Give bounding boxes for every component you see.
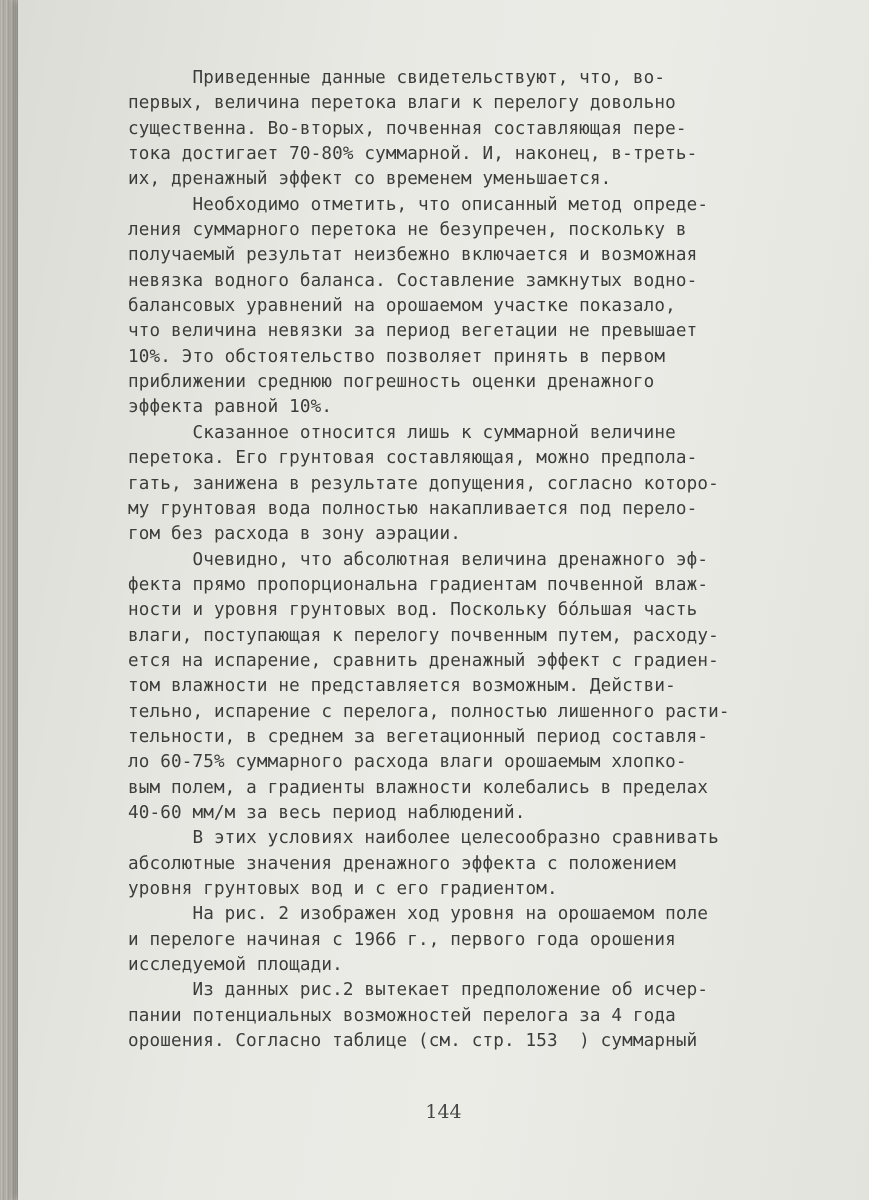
text-line: На рис. 2 изображен ход уровня на орошаемом поле [128, 904, 709, 925]
text-line: влаги, поступающая к перелогу почвенным путем, расходу- [128, 625, 719, 646]
text-line: невязка водного баланса. Составление замкнутых водно- [128, 270, 698, 291]
text-line: орошения. Согласно таблице (см. стр. 153 ) суммарный [128, 1031, 698, 1052]
text-line: уровня грунтовых вод и с его градиентом. [128, 879, 558, 899]
text-line: ло 60-75% суммарного расхода влаги орошаемым хлопко- [128, 752, 687, 773]
text-line: что величина невязки за период вегетации не превышает [128, 321, 698, 342]
text-line: гать, занижена в результате допущения, согласно которо- [128, 473, 719, 494]
book-page-edges [0, 0, 18, 1200]
text-line: существенна. Во-вторых, почвенная составляющая пере- [128, 118, 687, 139]
text-line: и перелоге начиная с 1966 г., первого года орошения [128, 929, 676, 950]
text-line: фекта прямо пропорциональна градиентам почвенной влаж- [128, 574, 709, 595]
text-line: приближении среднюю погрешность оценки дренажного [128, 372, 655, 393]
text-line: 40-60 мм/м за весь период наблюдений. [128, 802, 526, 823]
text-line: исследуемой площади. [128, 955, 343, 976]
text-line: эффекта равной 10%. [128, 397, 333, 418]
text-line: гом без расхода в зону аэрации. [128, 524, 462, 545]
text-line: ности и уровня грунтовых вод. Поскольку бо́льшая часть [128, 600, 698, 621]
text-line: первых, величина перетока влаги к перелогу довольно [128, 93, 676, 114]
text-line: балансовых уравнений на орошаемом участке показало, [128, 296, 676, 317]
text-line: тельности, в среднем за вегетационный период составля- [128, 726, 709, 747]
text-line: Приведенные данные свидетельствуют, что, во- [128, 68, 666, 88]
text-line: получаемый результат неизбежно включается и возможная [128, 245, 698, 266]
typewritten-body-text [128, 66, 858, 1054]
text-line: В этих условиях наиболее целесообразно сравнивать [128, 828, 719, 849]
text-line: тока достигает 70-80% суммарной. И, наконец, в-треть- [128, 144, 698, 165]
text-line: том влажности не представляется возможным. Действи- [128, 676, 676, 697]
text-line: 10%. Это обстоятельство позволяет принять в первом [128, 346, 666, 367]
text-line: абсолютные значения дренажного эффекта с положением [128, 853, 676, 874]
text-line: Очевидно, что абсолютная величина дренажного эф- [128, 549, 709, 570]
text-line: вым полем, а градиенты влажности колебались в пределах [128, 777, 709, 798]
text-line: Сказанное относится лишь к суммарной величине [128, 422, 676, 443]
text-line: Необходимо отметить, что описанный метод опреде- [128, 194, 709, 215]
text-line: их, дренажный эффект со временем уменьшается. [128, 169, 612, 190]
text-line: Из данных рис.2 вытекает предположение об исчер- [128, 980, 709, 1001]
text-line: тельно, испарение с перелога, полностью лишенного расти- [128, 701, 730, 722]
page-number: 144 [425, 1101, 462, 1123]
text-line: му грунтовая вода полностью накапливается под перело- [128, 498, 698, 519]
text-line: ется на испарение, сравнить дренажный эффект с градиен- [128, 650, 719, 671]
book-page [18, 0, 869, 1200]
text-line: ления суммарного перетока не безупречен, поскольку в [128, 220, 687, 241]
text-line: пании потенциальных возможностей перелога за 4 года [128, 1005, 676, 1026]
text-line: перетока. Его грунтовая составляющая, можно предпола- [128, 448, 698, 469]
